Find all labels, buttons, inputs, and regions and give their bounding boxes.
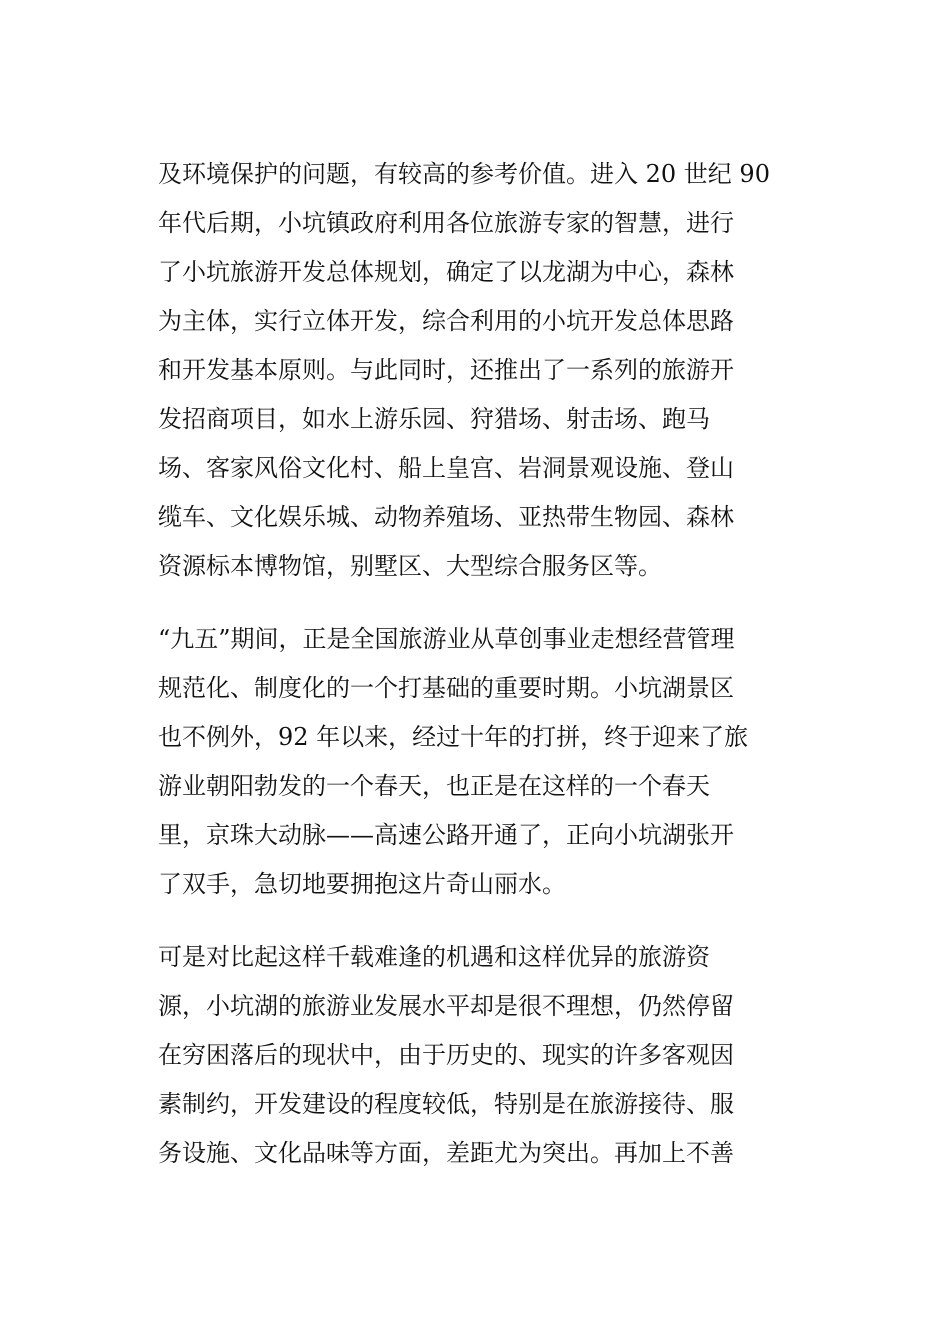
paragraph-3: [158, 933, 788, 1178]
text-line: 及环境保护的问题，有较高的参考价值。进入 20 世纪 90: [158, 160, 770, 188]
text-line: 里，京珠大动脉——高速公路开通了，正向小坑湖张开: [158, 821, 734, 849]
text-line: 场、客家风俗文化村、船上皇宫、岩洞景观设施、登山: [158, 454, 734, 482]
document-body: [158, 150, 788, 1202]
text-line: 缆车、文化娱乐城、动物养殖场、亚热带生物园、森林: [158, 503, 734, 531]
text-line: 了双手，急切地要拥抱这片奇山丽水。: [158, 870, 566, 898]
text-line: 素制约，开发建设的程度较低，特别是在旅游接待、服: [158, 1090, 734, 1118]
text-line: 务设施、文化品味等方面，差距尤为突出。再加上不善: [158, 1139, 734, 1167]
text-line: 源，小坑湖的旅游业发展水平却是很不理想，仍然停留: [158, 992, 734, 1020]
text-line: 可是对比起这样千载难逢的机遇和这样优异的旅游资: [158, 943, 710, 971]
text-line: 为主体，实行立体开发，综合利用的小坑开发总体思路: [158, 307, 734, 335]
text-line: 规范化、制度化的一个打基础的重要时期。小坑湖景区: [158, 674, 734, 702]
paragraph-1: [158, 150, 788, 591]
text-line: 年代后期，小坑镇政府利用各位旅游专家的智慧，进行: [158, 209, 734, 237]
text-line: 在穷困落后的现状中，由于历史的、现实的许多客观因: [158, 1041, 734, 1069]
text-line: 资源标本博物馆，别墅区、大型综合服务区等。: [158, 552, 662, 580]
text-line: 也不例外，92 年以来，经过十年的打拼，终于迎来了旅: [158, 723, 749, 751]
text-line: 游业朝阳勃发的一个春天，也正是在这样的一个春天: [158, 772, 710, 800]
text-line: “九五”期间，正是全国旅游业从草创事业走想经营管理: [158, 625, 735, 653]
text-line: 发招商项目，如水上游乐园、狩猎场、射击场、跑马: [158, 405, 710, 433]
text-line: 和开发基本原则。与此同时，还推出了一系列的旅游开: [158, 356, 734, 384]
text-line: 了小坑旅游开发总体规划，确定了以龙湖为中心，森林: [158, 258, 734, 286]
paragraph-2: [158, 615, 788, 909]
